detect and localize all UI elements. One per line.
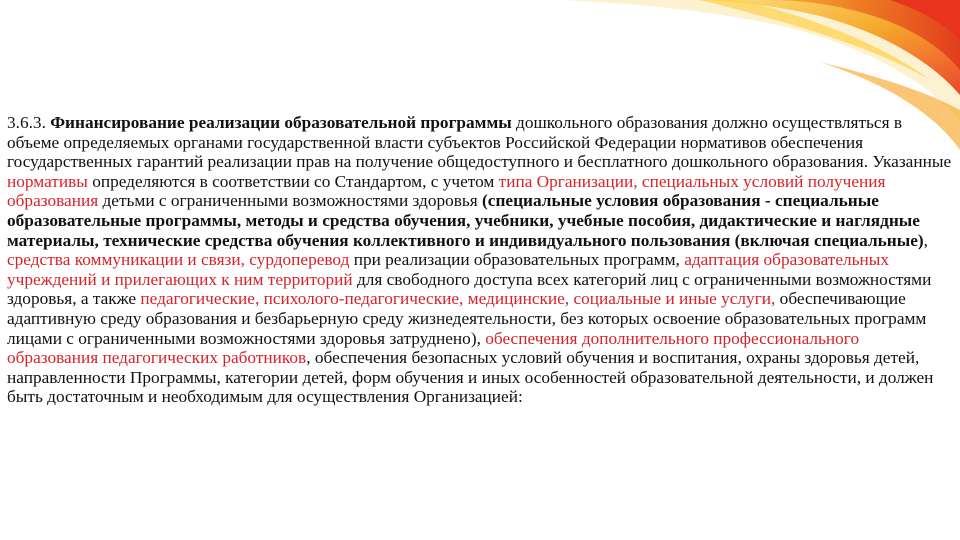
highlighted-text-segment: типа Организации, специальных условий получения образования	[7, 171, 886, 211]
text-segment: обеспечивающие адаптивную среду образования и безбарьерную среду жизнедеятельности, без которых освоение образовательных программ лицами с ограниченными возможностями здоровья затруднено),	[7, 289, 927, 348]
highlighted-text-segment: адаптация образовательных учреждений и прилегающих к ним территорий	[7, 250, 890, 289]
bold-text-segment: Финансирование реализации образовательной программы	[50, 113, 512, 132]
text-segment: определяются в соответствии со Стандартом, с учетом	[87, 171, 499, 191]
text-segment: дошкольного образования должно осуществляться в объеме определяемых органами государственной власти субъектов Российской Федерации нормативов обеспечения государственных гарантий реализации прав на получение общедоступного и бесплатного дошкольного образования. Указанные	[7, 113, 952, 172]
body-paragraph	[7, 113, 952, 407]
text-segment: , обеспечения безопасных условий обучения и воспитания, охраны здоровья детей, направленности Программы, категории детей, форм обучения и иных особенностей образовательной деятельности, и должен быть достаточным и необходимым для осуществления Организацией:	[7, 348, 934, 407]
highlighted-text-segment: обеспечения дополнительного профессионального образования педагогических работников	[7, 328, 860, 368]
highlighted-text-segment: средства коммуникации и связи, сурдоперевод	[7, 250, 350, 270]
text-segment: при реализации образовательных программ,	[349, 250, 685, 270]
text-segment: детьми с ограниченными возможностями здоровья	[98, 191, 483, 211]
text-segment: 3.6.3.	[7, 113, 51, 132]
highlighted-text-segment: нормативы	[7, 171, 88, 191]
text-segment: для свободного доступа всех категорий лиц с ограниченными возможностями здоровья, а также	[7, 269, 932, 309]
bold-text-segment: (специальные условия образования - специальные образовательные программы, методы и средства обучения, учебники, учебные пособия, дидактические и наглядные материалы, технические средства обучения коллективного и индивидуального пользования (включая специальные)	[7, 191, 924, 250]
highlighted-text-segment: педагогические, психолого-педагогические, медицинские, социальные и иные услуги,	[140, 289, 776, 309]
text-segment: ,	[923, 230, 928, 250]
